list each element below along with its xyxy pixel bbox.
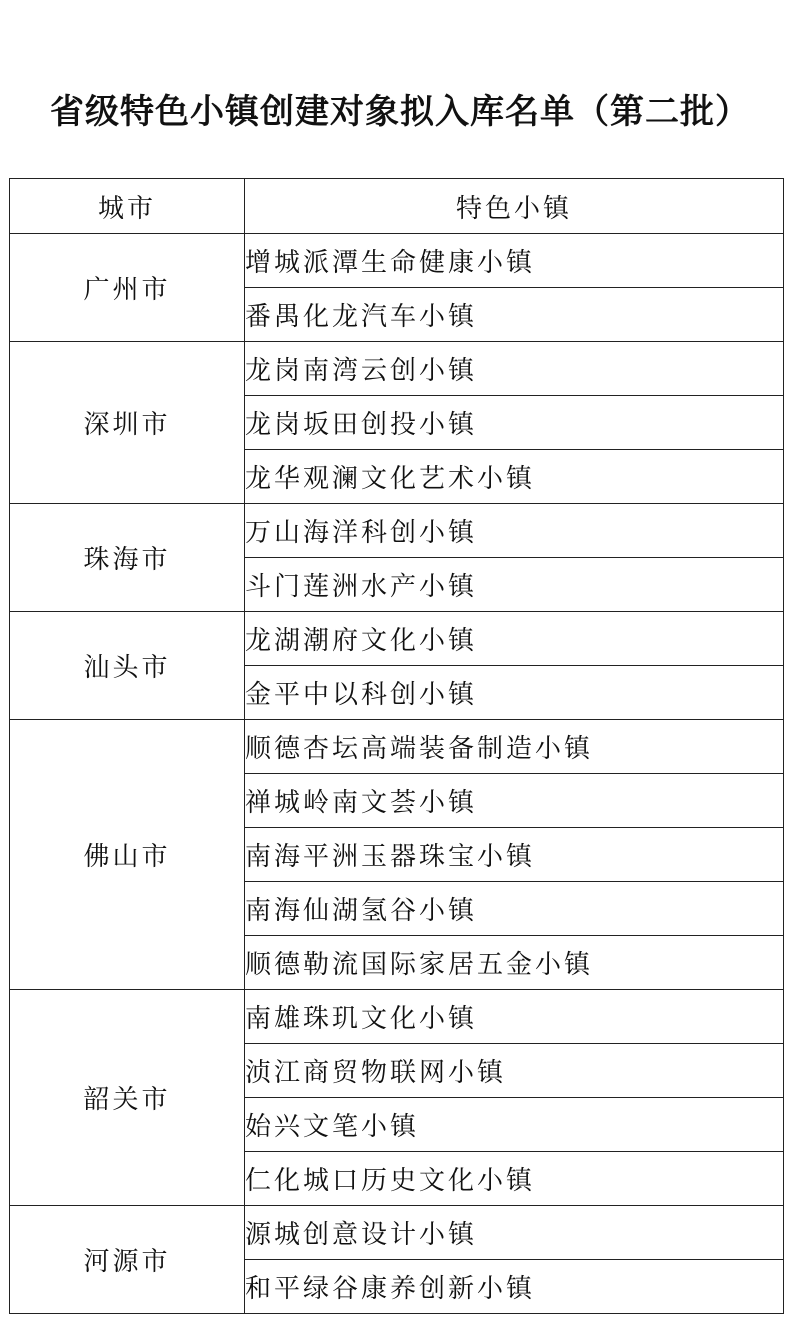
table-row [10, 612, 784, 666]
table-row [10, 1206, 784, 1260]
town-cell: 仁化城口历史文化小镇 [245, 1152, 784, 1206]
town-cell: 增城派潭生命健康小镇 [245, 234, 784, 288]
town-cell: 龙岗南湾云创小镇 [245, 342, 784, 396]
city-cell: 广州市 [10, 234, 245, 342]
town-cell: 番禺化龙汽车小镇 [245, 288, 784, 342]
town-cell: 始兴文笔小镇 [245, 1098, 784, 1152]
town-cell: 浈江商贸物联网小镇 [245, 1044, 784, 1098]
city-column-header: 城市 [10, 179, 245, 234]
city-cell: 深圳市 [10, 342, 245, 504]
page-title: 省级特色小镇创建对象拟入库名单（第二批） [50, 91, 750, 132]
town-cell: 禅城岭南文荟小镇 [245, 774, 784, 828]
table-row [10, 234, 784, 288]
town-column-header: 特色小镇 [245, 179, 784, 234]
town-cell: 龙华观澜文化艺术小镇 [245, 450, 784, 504]
table-row [10, 342, 784, 396]
city-cell: 汕头市 [10, 612, 245, 720]
town-list-table [9, 178, 784, 1314]
town-cell: 顺德杏坛高端装备制造小镇 [245, 720, 784, 774]
town-cell: 金平中以科创小镇 [245, 666, 784, 720]
table-row [10, 720, 784, 774]
table-row [10, 990, 784, 1044]
town-cell: 斗门莲洲水产小镇 [245, 558, 784, 612]
town-cell: 万山海洋科创小镇 [245, 504, 784, 558]
city-cell: 珠海市 [10, 504, 245, 612]
city-cell: 佛山市 [10, 720, 245, 990]
town-cell: 南海仙湖氢谷小镇 [245, 882, 784, 936]
town-cell: 南雄珠玑文化小镇 [245, 990, 784, 1044]
town-cell: 顺德勒流国际家居五金小镇 [245, 936, 784, 990]
town-cell: 源城创意设计小镇 [245, 1206, 784, 1260]
table-header-row [10, 179, 784, 234]
city-cell: 韶关市 [10, 990, 245, 1206]
town-cell: 龙湖潮府文化小镇 [245, 612, 784, 666]
table-row [10, 504, 784, 558]
city-cell: 河源市 [10, 1206, 245, 1314]
town-cell: 和平绿谷康养创新小镇 [245, 1260, 784, 1314]
town-cell: 南海平洲玉器珠宝小镇 [245, 828, 784, 882]
town-cell: 龙岗坂田创投小镇 [245, 396, 784, 450]
